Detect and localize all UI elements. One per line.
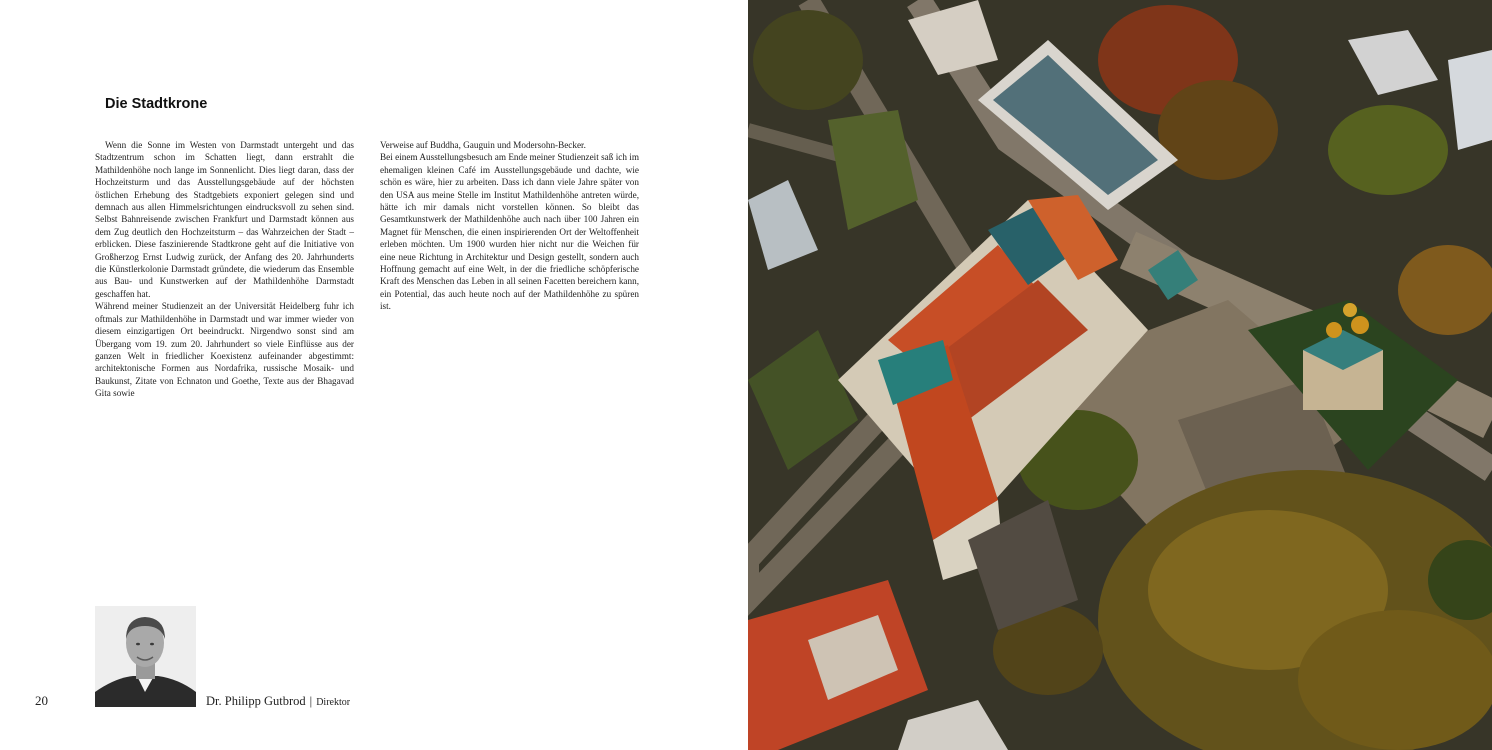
page-number: 20: [35, 693, 48, 708]
author-signature: [206, 694, 350, 709]
author-portrait: [95, 606, 196, 707]
text-column-1: [95, 139, 354, 400]
paragraph: Während meiner Studienzeit an der Universität Heidelberg fuhr ich oftmals zur Mathildenhöhe in Darmstadt und war immer wieder von diesem einzigartigen Ort beeindruckt. Nirgendwo sonst sind am Übergang vom 19. zum 20. Jahrhundert so viele Einflüsse aus der ganzen Welt in friedlicher Koexistenz aufeinander abgestimmt: architektonische Formen aus Nordafrika, russische Mosaik- und Baukunst, Zitate von Echnaton und Goethe, Texte aus der Bhagavad Gita sowie: [95, 301, 354, 399]
signature-separator: |: [309, 694, 313, 708]
chapter-heading: Die Stadtkrone: [105, 96, 208, 112]
aerial-photo-mathildenhoehe: [748, 0, 1492, 750]
author-role: Direktor: [316, 697, 351, 708]
author-name: Dr. Philipp Gutbrod: [206, 694, 306, 708]
text-column-2: [380, 139, 639, 313]
paragraph: Wenn die Sonne im Westen von Darmstadt untergeht und das Stadtzentrum schon im Schatten liegt, dann erstrahlt die Mathildenhöhe noch lange im Sonnenlicht. Dies liegt daran, dass der Hochzeitsturm und das Ausstellungsgebäude auf der höchsten östlichen Erhebung des Stadtgebiets exponiert gelegen sind und demnach aus allen Himmelsrichtungen eindrucksvoll zu sehen sind. Selbst Bahnreisende zwischen Frankfurt und Darmstadt können aus dem Zug deutlich den Hochzeitsturm – das Wahrzeichen der Stadt – erblicken. Diese faszinierende Stadtkrone geht auf die Initiative von Großherzog Ernst Ludwig zurück, der Anfang des 20. Jahrhunderts die Künstlerkolonie Darmstadt gründete, die wiederum das Ensemble aus Bau- und Kunstwerken auf der Mathildenhöhe Darmstadt geschaffen hat.: [95, 140, 354, 299]
paragraph: Bei einem Ausstellungsbesuch am Ende meiner Studienzeit saß ich im ehemaligen kleinen Café im Ausstellungsgebäude und dachte, wie schön es wäre, hier zu arbeiten. Dass ich dann viele Jahre später von den USA aus meine Stelle im Institut Mathildenhöhe antreten würde, hätte ich mir damals nicht vorstellen können. So bleibt das Gesamtkunstwerk der Mathildenhöhe auch nach über 100 Jahren ein Magnet für Menschen, die einen inspirierenden Ort der Weltoffenheit erleben möchten. Um 1900 wurden hier nicht nur die Weichen für eine neue Richtung in Architektur und Design gestellt, sondern auch Hoffnung gemacht auf eine Welt, in der die friedliche schöpferische Kraft des Menschen das Leben in all seinen Facetten bereichern kann, ein Potential, das auch heute noch auf der Mathildenhöhe zu spüren ist.: [380, 152, 639, 312]
paragraph: Verweise auf Buddha, Gauguin und Modersohn-Becker.: [380, 140, 586, 150]
